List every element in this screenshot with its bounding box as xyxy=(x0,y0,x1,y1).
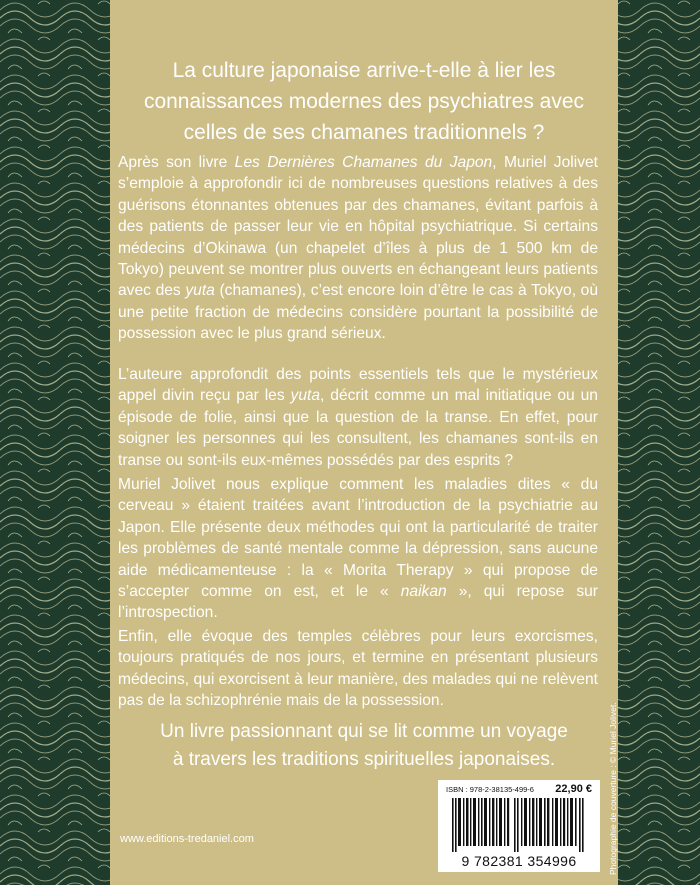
headline-line-2: connaissances modernes des psychiatres avec xyxy=(143,90,585,113)
wave-pattern-left xyxy=(0,0,110,885)
photo-credit: Photographie de couverture : © Muriel Jolivet. xyxy=(608,702,618,875)
paragraph-3: Muriel Jolivet nous explique comment les maladies dites « du cerveau » étaient traitées avant l’introduction de la psychiatrie au Japon. Elle présente deux méthodes qui ont la particularité de traiter les problèmes de santé mentale comme la dépression, sans aucune aide médicamenteuse : la « Morita Therapy » qui propose de s’accepter comme on est, et le « naikan », qui repose sur l’introspection. xyxy=(118,476,598,622)
barcode-block xyxy=(438,780,600,872)
paragraph-1: Après son livre Les Dernières Chamanes du Japon, Muriel Jolivet s’emploie à approfondir ici de nombreuses questions relatives à des guérisons étonnantes obtenues par des chamanes, évitant parfois à des patients de passer leur vie en hôpital psychiatrique. Si certains médecins d’Okinawa (un chapelet d’îles à plus de 1 500 km de Tokyo) peuvent se montrer plus ouverts en échangeant leurs patients avec des yuta (chamanes), c’est encore loin d’être le cas à Tokyo, où une petite fraction de médecins considère pourtant la possibilité de possession avec le plus grand sérieux. xyxy=(118,154,599,343)
tagline xyxy=(110,718,618,774)
publisher-website: www.editions-tredaniel.com xyxy=(120,833,254,845)
barcode-icon xyxy=(446,798,592,852)
isbn: ISBN : 978-2-38135-499-6 xyxy=(446,785,534,794)
barcode-digits: 9 782381 354996 xyxy=(461,853,577,869)
wave-pattern-right xyxy=(618,0,700,885)
paragraph-2: L’auteure approfondit des points essentiels tels que le mystérieux appel divin reçu par les yuta, décrit comme un mal initiatique ou un épisode de folie, ainsi que la question de la transe. En effet, pour soigner les personnes qui les consultent, les chamanes sont-ils en transe ou sont-ils eux-mêmes possédés par des esprits ? xyxy=(118,366,598,469)
price: 22,90 € xyxy=(555,783,592,795)
tagline-line-2: à travers les traditions spirituelles japonaises. xyxy=(172,749,556,770)
book-title: Les Dernières Chamanes du Japon xyxy=(234,154,493,171)
paragraph-4: Enfin, elle évoque des temples célèbres pour leurs exorcismes, toujours pratiqués de nos jours, et termine en présentant plusieurs médecins, qui exorcisent à leur manière, des malades qui ne relèvent pas de la schizophrénie mais de la possession. xyxy=(118,628,598,710)
tagline-line-1: Un livre passionnant qui se lit comme un voyage xyxy=(160,721,568,742)
headline-line-1: La culture japonaise arrive-t-elle à lier les xyxy=(172,59,556,82)
headline-line-3: celles de ses chamanes traditionnels ? xyxy=(183,121,545,144)
